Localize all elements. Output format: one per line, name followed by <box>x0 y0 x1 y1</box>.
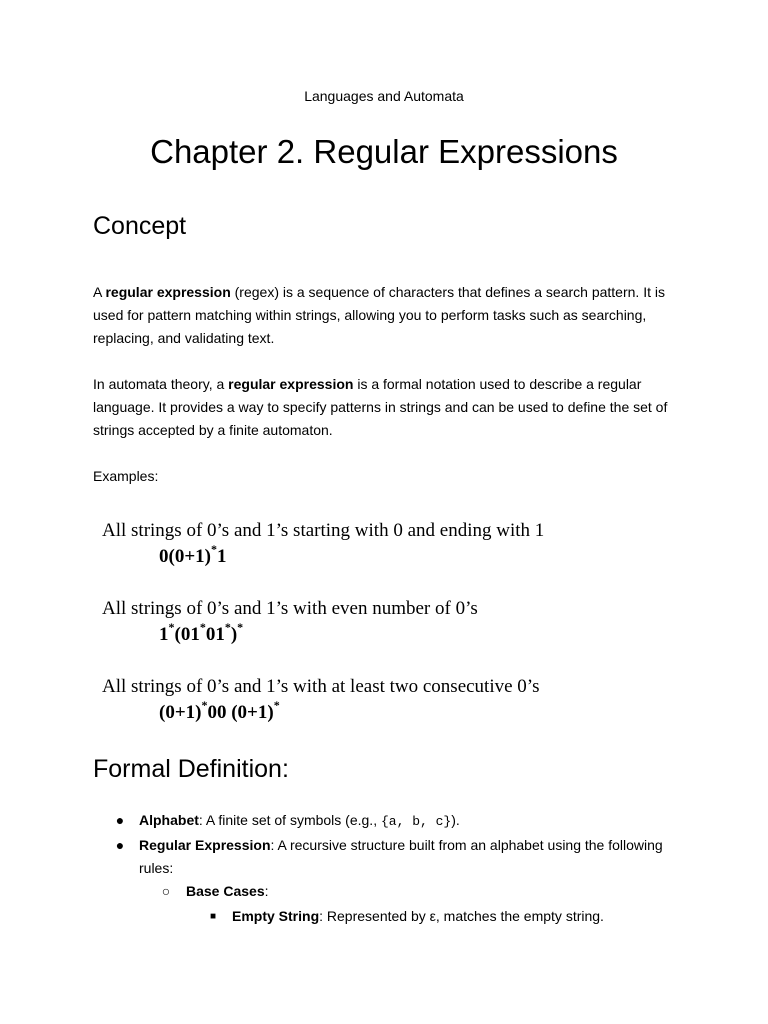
expr-part: 01 <box>205 624 225 645</box>
kleene-star: * <box>168 619 175 634</box>
list-item-base-cases <box>186 880 269 903</box>
formal-definition-heading: Formal Definition: <box>93 755 289 783</box>
bullet-disc-icon: ● <box>115 812 125 828</box>
list-item-regular-expression <box>139 834 689 880</box>
example-description: All strings of 0’s and 1’s with at least two consecutive 0’s <box>102 676 540 697</box>
concept-paragraph-1 <box>93 281 683 350</box>
concept-heading: Concept <box>93 212 187 240</box>
kleene-star: * <box>201 697 208 712</box>
empty-string-text: : Represented by ε, matches the empty string. <box>319 908 604 924</box>
concept-paragraph-2 <box>93 373 683 442</box>
regex-term: Regular Expression <box>139 837 271 853</box>
bullet-square-icon: ■ <box>209 911 217 922</box>
examples-label: Examples: <box>93 468 159 484</box>
alphabet-text: : A finite set of symbols (e.g., <box>198 812 381 828</box>
regex-text-line2: rules: <box>139 860 174 876</box>
base-cases-text: : <box>264 883 269 899</box>
bullet-circle-icon: ○ <box>161 883 171 899</box>
base-cases-term: Base Cases <box>186 883 265 899</box>
expr-part: 0(0+1) <box>159 546 211 567</box>
example-item <box>102 596 662 648</box>
p1-bold-term: regular expression <box>105 284 231 300</box>
p2-pre: In automata theory, a <box>93 376 229 392</box>
regex-text-line1: : A recursive structure built from an alphabet using the following <box>270 837 663 853</box>
bullet-disc-icon: ● <box>115 837 125 853</box>
expr-part: 1 <box>159 624 169 645</box>
empty-string-term: Empty String <box>232 908 320 924</box>
kleene-star: * <box>224 619 231 634</box>
alphabet-code: {a, b, c} <box>380 814 452 829</box>
alphabet-text-end: ). <box>451 812 460 828</box>
p1-post: (regex) is a sequence of characters that defines a search pattern. It is used for pattern matching within strings, allowing you to perform tasks such as searching, replacing, and validating text. <box>93 284 665 346</box>
list-item-empty-string <box>232 905 604 928</box>
example-item <box>102 518 662 570</box>
example-item <box>102 674 662 726</box>
kleene-star: * <box>237 619 244 634</box>
kleene-star: * <box>199 619 206 634</box>
list-item-alphabet <box>139 809 460 833</box>
example-description: All strings of 0’s and 1’s starting with 0 and ending with 1 <box>102 520 545 541</box>
p1-pre: A <box>93 284 106 300</box>
chapter-title: Chapter 2. Regular Expressions <box>150 133 618 170</box>
expr-part: 00 (0+1) <box>207 702 274 723</box>
expr-part: 1 <box>216 546 227 567</box>
kleene-star: * <box>210 541 217 556</box>
running-header: Languages and Automata <box>304 88 464 104</box>
example-description: All strings of 0’s and 1’s with even number of 0’s <box>102 598 478 619</box>
expr-part: (01 <box>174 624 200 645</box>
alphabet-term: Alphabet <box>139 812 199 828</box>
example-expression <box>102 541 662 570</box>
kleene-star: * <box>273 697 280 712</box>
p2-post: is a formal notation used to describe a regular language. It provides a way to specify patterns in strings and can be used to define the set of strings accepted by a finite automaton. <box>93 376 668 438</box>
expr-part: ) <box>230 624 238 645</box>
example-expression <box>102 619 662 648</box>
p2-bold-term: regular expression <box>228 376 354 392</box>
example-expression <box>102 697 662 726</box>
expr-part: (0+1) <box>159 702 202 723</box>
